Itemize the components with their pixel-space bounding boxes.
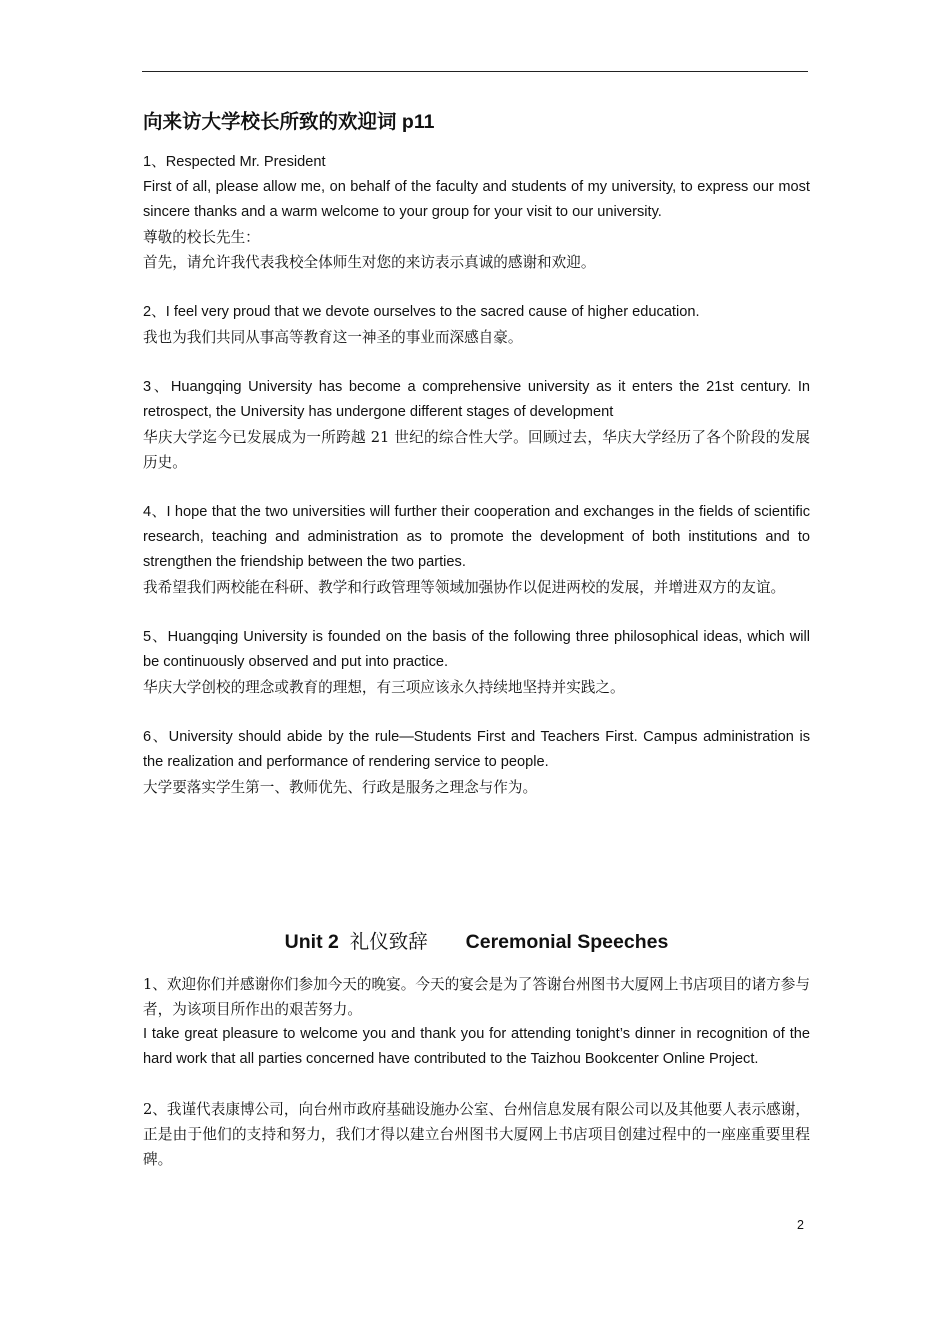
list-item	[143, 150, 810, 275]
unit-title-zh: 礼仪致辞	[349, 930, 428, 953]
item-en: 3、Huangqing University has become a comprehensive university as it enters the 21st century. In retrospect, the University has undergone different stages of development	[143, 379, 810, 420]
item-zh: 我希望我们两校能在科研、教学和行政管理等领域加强协作以促进两校的发展，并增进双方的友谊。	[143, 579, 786, 596]
item-en: 4、I hope that the two universities will further their cooperation and exchanges in the fields of scientific research, teaching and administration as to promote the development of both institutions and to strengthen the friendship between the two parties.	[143, 504, 810, 570]
page-number: 2	[797, 1218, 804, 1232]
item-zh: 华庆大学迄今已发展成为一所跨越 21 世纪的综合性大学。回顾过去，华庆大学经历了各个阶段的发展历史。	[143, 429, 810, 471]
section2-body	[143, 972, 810, 1197]
list-item	[143, 725, 810, 800]
page-content	[143, 108, 810, 1168]
unit-label: Unit 2	[284, 931, 339, 953]
list-item	[143, 500, 810, 600]
section2-title	[143, 928, 810, 956]
item-en: 1、Respected Mr. President First of all, please allow me, on behalf of the faculty and students of my university, to express our most sincere thanks and a warm welcome to your group for your visit to our university.	[143, 154, 810, 220]
item-zh: 尊敬的校长先生： 首先，请允许我代表我校全体师生对您的来访表示真诚的感谢和欢迎。	[143, 229, 596, 271]
item-en: 6、University should abide by the rule—Students First and Teachers First. Campus administration is the realization and performance of rendering service to people.	[143, 729, 810, 770]
item-zh: 我也为我们共同从事高等教育这一神圣的事业而深感自豪。	[143, 329, 523, 346]
item-zh: 2、我谨代表康博公司，向台州市政府基础设施办公室、台州信息发展有限公司以及其他要人表示感谢，正是由于他们的支持和努力，我们才得以建立台州图书大厦网上书店项目创建过程中的一座座重要里程碑。	[143, 1101, 810, 1168]
list-item	[143, 300, 810, 350]
list-item	[143, 625, 810, 700]
header-rule	[142, 71, 808, 72]
list-item	[143, 375, 810, 475]
item-zh: 华庆大学创校的理念或教育的理想，有三项应该永久持续地坚持并实践之。	[143, 679, 625, 696]
item-zh: 1、欢迎你们并感谢你们参加今天的晚宴。今天的宴会是为了答谢台州图书大厦网上书店项目的诸方参与者，为该项目所作出的艰苦努力。	[143, 976, 810, 1018]
item-en: 2、I feel very proud that we devote ourselves to the sacred cause of higher education.	[143, 304, 700, 320]
list-item	[143, 972, 810, 1072]
list-item	[143, 1097, 810, 1172]
unit-title-en: Ceremonial Speeches	[465, 931, 669, 953]
item-zh: 大学要落实学生第一、教师优先、行政是服务之理念与作为。	[143, 779, 538, 796]
section1-title: 向来访大学校长所致的欢迎词 p11	[143, 111, 435, 133]
item-en: I take great pleasure to welcome you and thank you for attending tonight’s dinner in recognition of the hard work that all parties concerned have contributed to the Taizhou Bookcenter Online Project.	[143, 1026, 810, 1067]
item-en: 5、Huangqing University is founded on the basis of the following three philosophical ideas, which will be continuously observed and put into practice.	[143, 629, 810, 670]
